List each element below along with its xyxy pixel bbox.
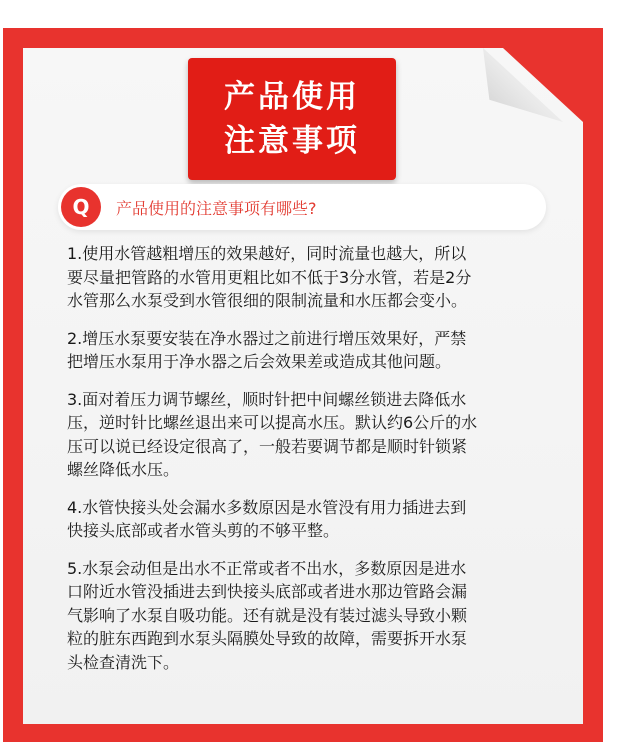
answer-item-4: 4.水管快接头处会漏水多数原因是水管没有用力插进去到 快接头底部或者水管头剪的不够平整。 (67, 497, 467, 540)
answer-item-5: 5.水泵会动但是出水不正常或者不出水，多数原因是进水 口附近水管没插进去到快接头底部或者进水那边管路会漏 气影响了水泵自吸功能。还有就是没有装过滤头导致小颗 粒的脏东西跑到水泵头隔膜处导致的故障，需要拆开水泵 头检查清洗下。 (67, 558, 468, 672)
answer-item-3: 3.面对着压力调节螺丝，顺时针把中间螺丝锁进去降低水 压，逆时针比螺丝退出来可以提高水压。默认约6公斤的水 压可以说已经设定很高了，一般若要调节都是顺时针锁紧 螺丝降低水压。 (67, 389, 478, 479)
question-bar (58, 184, 546, 230)
q-badge-icon: Q (61, 187, 101, 227)
title-line-2: 注意事项 (224, 123, 360, 159)
answer-item-1: 1.使用水管越粗增压的效果越好，同时流量也越大，所以 要尽量把管路的水管用更粗比如不低于3分水管，若是2分 水管那么水泵受到水管很细的限制流量和水压都会变小。 (67, 244, 472, 310)
answer-list (67, 242, 537, 688)
question-text: 产品使用的注意事项有哪些? (116, 199, 317, 218)
title-banner (188, 58, 396, 180)
answer-item-2: 2.增压水泵要安装在净水器过之前进行增压效果好，严禁 把增压水泵用于净水器之后会效果差或造成其他问题。 (67, 328, 467, 371)
title-line-1: 产品使用 (224, 79, 360, 115)
